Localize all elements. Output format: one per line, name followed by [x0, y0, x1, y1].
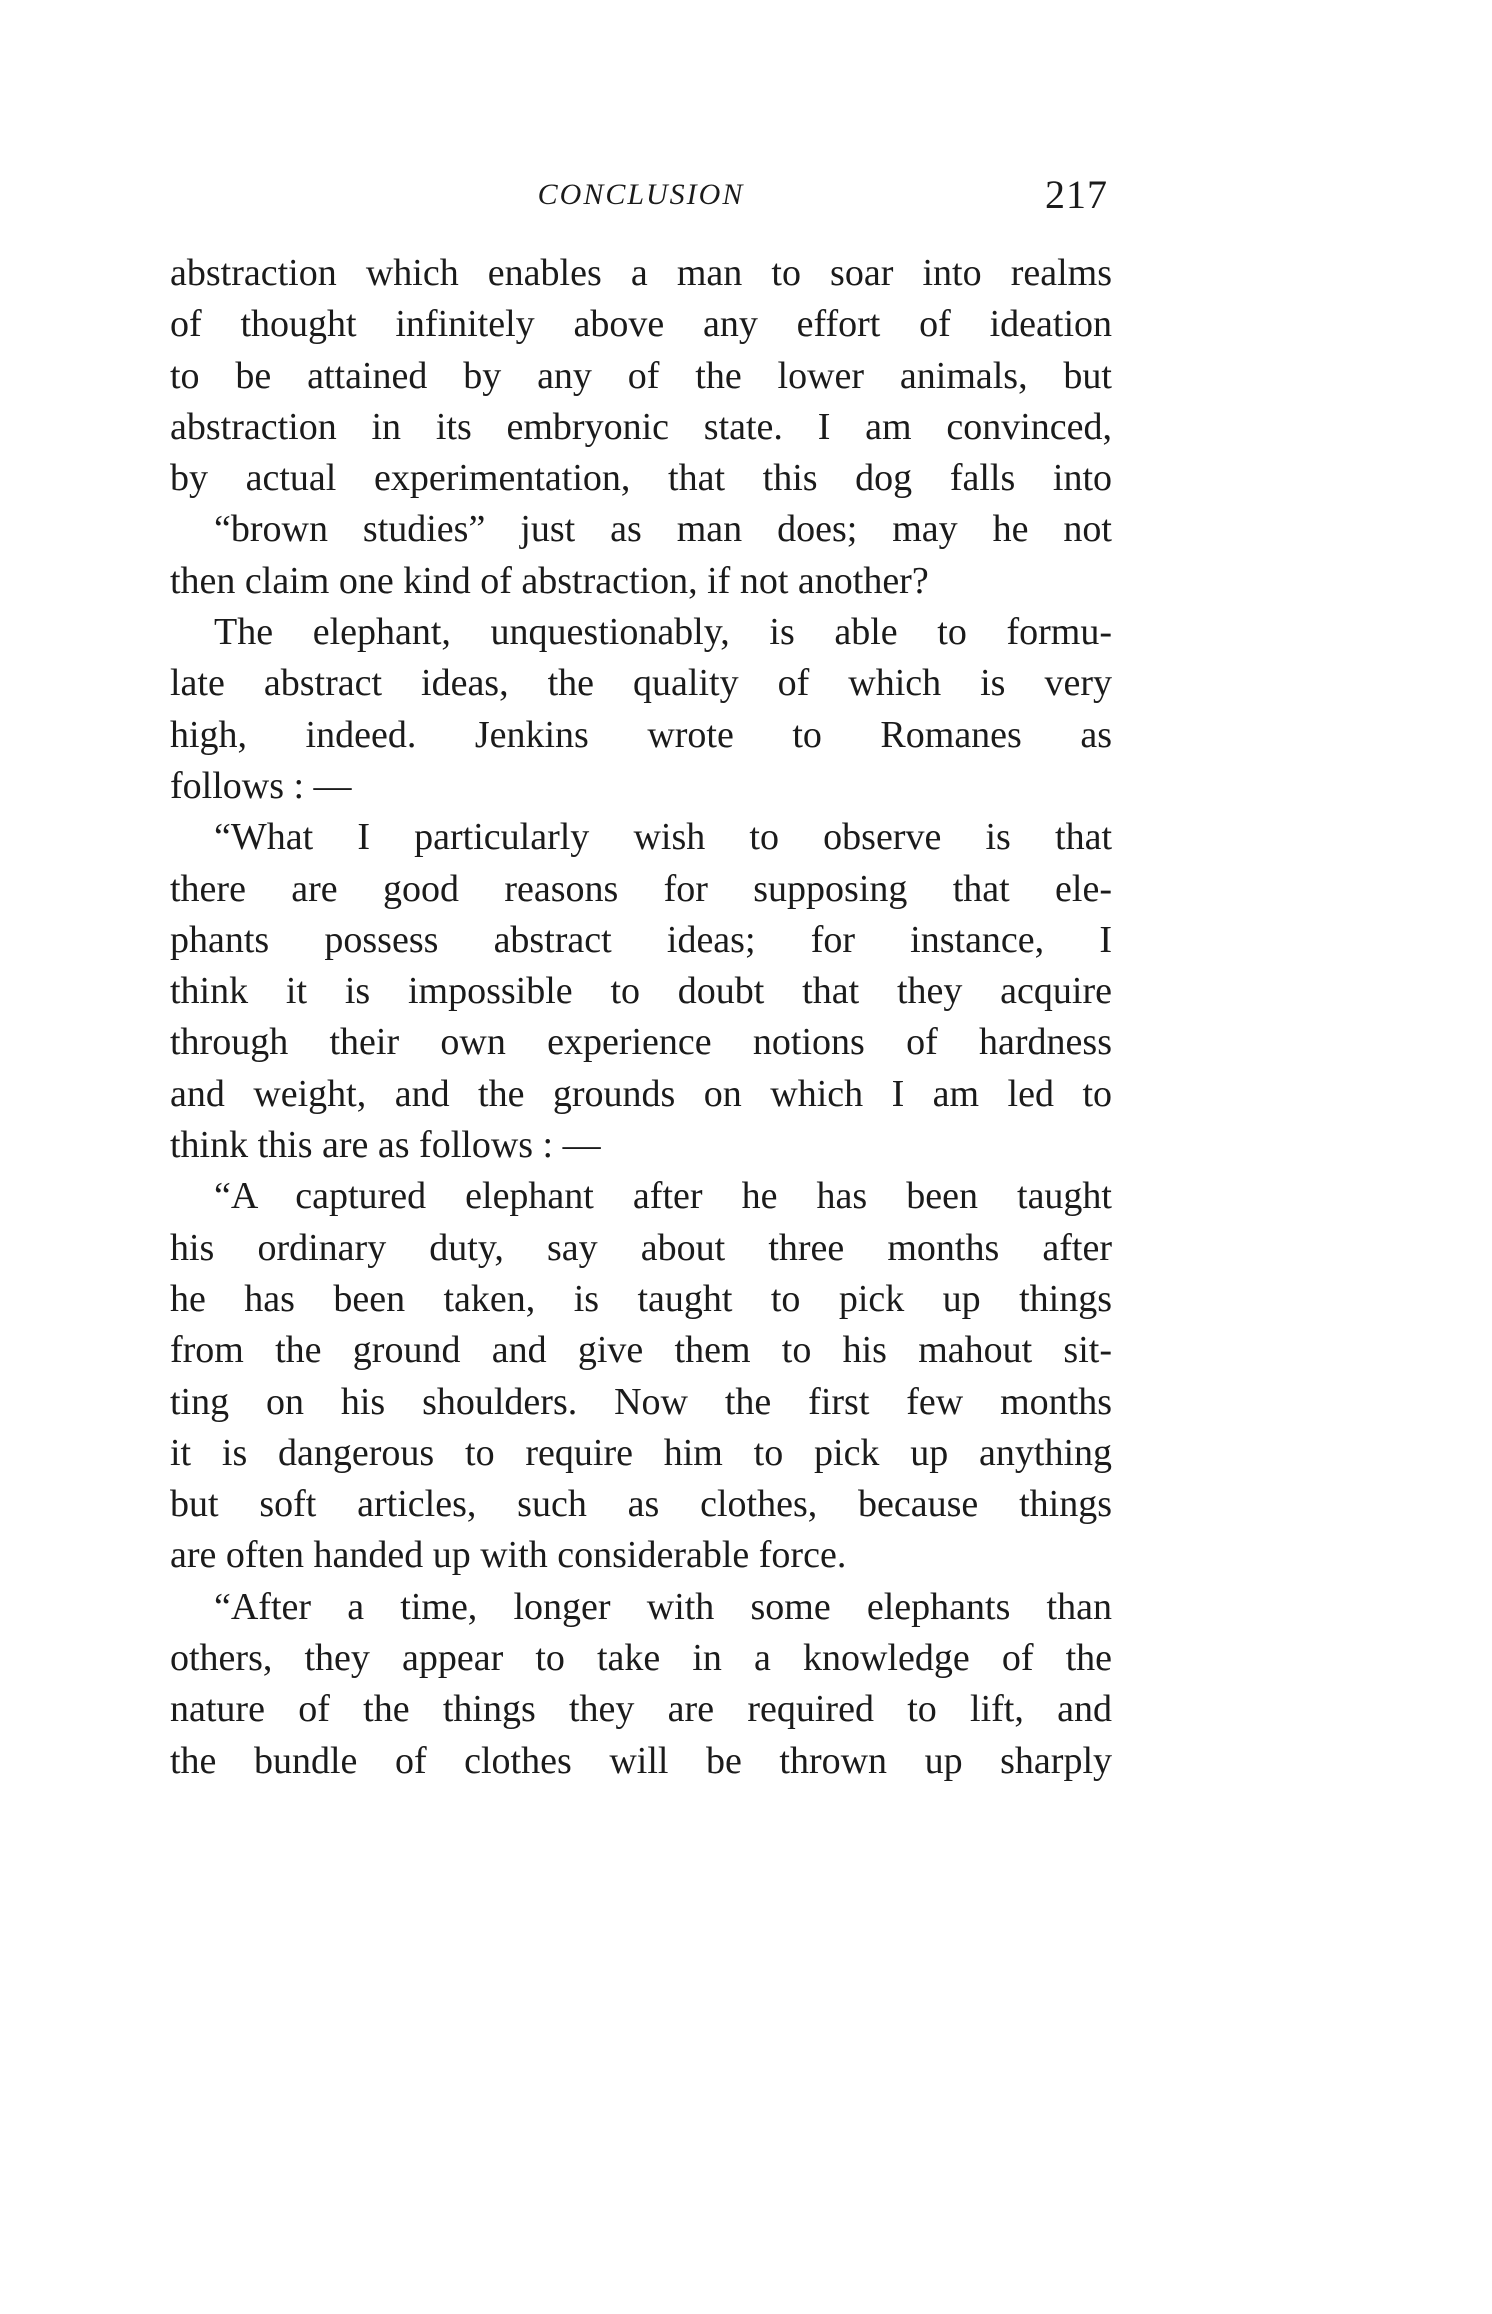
text-line: it is dangerous to require him to pick up anything — [170, 1431, 1112, 1474]
text-line: “brown studies” just as man does; may he not — [214, 508, 1112, 551]
text-line: others, they appear to take in a knowledge of the — [170, 1637, 1112, 1680]
text-line: to be attained by any of the lower animals, but — [170, 354, 1112, 397]
text-line: ting on his shoulders. Now the first few months — [170, 1380, 1112, 1423]
text-line: “What I particularly wish to observe is that — [214, 816, 1112, 859]
text-line: he has been taken, is taught to pick up things — [170, 1277, 1112, 1320]
text-line: and weight, and the grounds on which I am led to — [170, 1072, 1112, 1115]
text-line: think this are as follows : — — [170, 1124, 601, 1167]
text-line: the bundle of clothes will be thrown up sharply — [170, 1739, 1112, 1782]
text-line: abstraction which enables a man to soar into realms — [170, 252, 1112, 294]
running-header — [170, 170, 1112, 220]
text-line: then claim one kind of abstraction, if not another? — [170, 559, 929, 602]
running-title: CONCLUSION — [537, 178, 745, 211]
text-line: think it is impossible to doubt that they acquire — [170, 970, 1112, 1013]
text-line: his ordinary duty, say about three months after — [170, 1226, 1112, 1269]
text-line: “A captured elephant after he has been taught — [214, 1175, 1112, 1218]
text-line: of thought infinitely above any effort of ideation — [170, 303, 1112, 346]
text-line: nature of the things they are required to lift, and — [170, 1688, 1112, 1731]
text-line: abstraction in its embryonic state. I am convinced, — [170, 405, 1112, 448]
text-line: high, indeed. Jenkins wrote to Romanes as — [170, 713, 1112, 756]
body-text — [170, 248, 1112, 1787]
text-line: by actual experimentation, that this dog falls into — [170, 457, 1112, 500]
text-line: but soft articles, such as clothes, because things — [170, 1483, 1112, 1526]
text-line: are often handed up with considerable force. — [170, 1534, 847, 1577]
text-line: “After a time, longer with some elephants than — [214, 1585, 1112, 1628]
page-number: 217 — [1045, 172, 1108, 217]
text-line: through their own experience notions of hardness — [170, 1021, 1112, 1064]
text-line: late abstract ideas, the quality of which is very — [170, 662, 1112, 705]
text-line: follows : — — [170, 764, 352, 807]
text-line: phants possess abstract ideas; for instance, I — [170, 918, 1112, 961]
text-line: there are good reasons for supposing that ele- — [170, 867, 1112, 910]
text-line: from the ground and give them to his mahout sit- — [170, 1329, 1112, 1372]
text-line: The elephant, unquestionably, is able to formu- — [214, 611, 1112, 654]
